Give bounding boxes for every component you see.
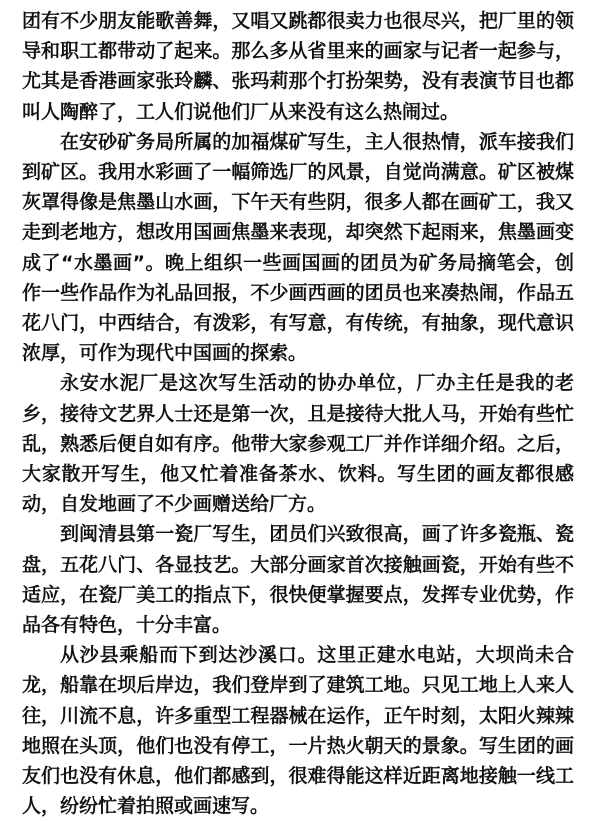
paragraph-factory-performance: 团有不少朋友能歌善舞，又唱又跳都很卖力也很尽兴，把厂里的领导和职工都带动了起来。那么多从省里来的画家与记者一起参与，尤其是香港画家张玲麟、张玛莉那个打扮架势，没有表演节目也都叫人陶醉了，工人们说他们厂从来没有这么热闹过。 bbox=[22, 10, 574, 123]
paragraph-porcelain-factory: 到闽清县第一瓷厂写生，团员们兴致很高，画了许多瓷瓶、瓷盘，五花八门、各显技艺。大部分画家首次接触画瓷，开始有些不适应，在瓷厂美工的指点下，很快便掌握要点，发挥专业优势，作品各有特色，十分丰富。 bbox=[22, 523, 574, 637]
paragraph-coal-mine: 在安砂矿务局所属的加福煤矿写生，主人很热情，派车接我们到矿区。我用水彩画了一幅筛选厂的风景，自觉尚满意。矿区被煤灰罩得像是焦墨山水画，下午天有些阴，很多人都在画矿工，我又走到老地方，想改用国画焦墨来表现，却突然下起雨来，焦墨画变成了“水墨画”。晚上组织一些画国画的团员为矿务局摘笔会，创作一些作品作为礼品回报，不少画西画的团员也来凑热闹，作品五花八门，中西结合，有泼彩，有写意，有传统，有抽象，现代意识浓厚，可作为现代中国画的探索。 bbox=[22, 130, 574, 365]
paragraph-hydropower-site: 从沙县乘船而下到达沙溪口。这里正建水电站，大坝尚未合龙，船靠在坝后岸边，我们登岸到了建筑工地。只见工地上人来人往，川流不息，许多重型工程器械在运作，正午时刻，太阳火辣辣地照在头顶，他们也没有停工，一片热火朝天的景象。写生团的画友们也没有休息，他们都感到，很难得能这样近距离地接触一线工人，纷纷忙着拍照或画速写。 bbox=[22, 644, 574, 818]
paragraph-cement-factory: 永安水泥厂是这次写生活动的协办单位，厂办主任是我的老乡，接待文艺界人士还是第一次，且是接待大批人马，开始有些忙乱，熟悉后便自如有序。他带大家参观工厂并作详细介绍。之后，大家散开写生，他又忙着准备茶水、饮料。写生团的画友都很感动，自发地画了不少画赠送给厂方。 bbox=[22, 372, 574, 516]
